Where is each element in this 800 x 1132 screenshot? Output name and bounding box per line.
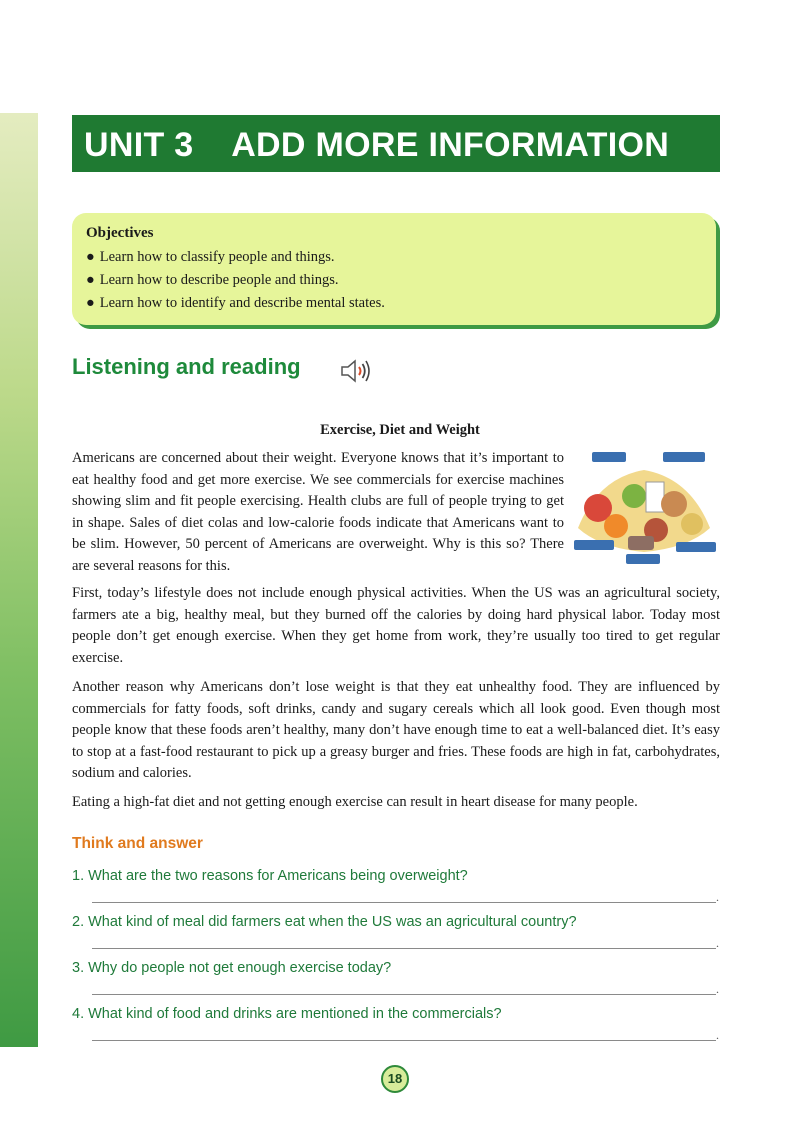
article-paragraph: Americans are concerned about their weight. Everyone knows that it’s important to eat healthy food and get more exercise. We see commercials for exercise machines showing slim and fit people exercising. Health clubs are full of people trying to get in shape. Sales of diet colas and low-calorie foods indicate that Americans want to be slim. However, 50 percent of Americans are overweight. Why is this so? There are several reasons for this.: [72, 450, 564, 574]
article-paragraph: Another reason why Americans don’t lose weight is that they eat unhealthy food. They are influenced by commercials for fatty foods, soft drinks, candy and sugary cereals which all look good. Even though most people know that these foods aren’t healthy, many don’t have enough time to eat a well-balanced diet. It’s easy to stop at a fast-food restaurant to pick up a greasy burger and fries. These foods are high in fat, carbohydrates, sodium and calories.: [72, 679, 720, 781]
article-title: Exercise, Diet and Weight: [320, 422, 480, 438]
section-heading-listening: Listening and reading: [72, 354, 301, 379]
answer-line-2[interactable]: [92, 948, 716, 949]
objective-item: ● Learn how to identify and describe mental states.: [86, 295, 385, 311]
article-paragraph: Eating a high-fat diet and not getting enough exercise can result in heart disease for many people.: [72, 794, 638, 810]
article-paragraph: First, today’s lifestyle does not include enough physical activities. When the US was an agricultural society, farmers ate a big, healthy meal, but they burned off the calories by doing hard physical labor. Today most people don’t get enough exercise. When they get home from work, they’re usually too tired to get regular exercise.: [72, 585, 720, 666]
answer-line-4[interactable]: [92, 1040, 716, 1041]
page-number: 18: [381, 1065, 409, 1093]
objectives-heading: Objectives: [86, 225, 154, 241]
food-pyramid-image: [568, 448, 720, 566]
objectives-box: [72, 213, 716, 325]
unit-title-banner: UNIT 3 ADD MORE INFORMATION: [72, 115, 720, 172]
question-1: 1. What are the two reasons for Americans being overweight?: [72, 868, 468, 884]
question-2: 2. What kind of meal did farmers eat when the US was an agricultural country?: [72, 914, 577, 930]
objective-item: ● Learn how to describe people and things.: [86, 272, 339, 288]
speaker-icon[interactable]: [339, 358, 373, 384]
objective-item: ● Learn how to classify people and things.: [86, 249, 335, 265]
answer-line-3[interactable]: [92, 994, 716, 995]
question-3: 3. Why do people not get enough exercise today?: [72, 960, 392, 976]
think-and-answer-heading: Think and answer: [72, 835, 203, 852]
question-4: 4. What kind of food and drinks are mentioned in the commercials?: [72, 1006, 502, 1022]
answer-line-1[interactable]: [92, 902, 716, 903]
side-decoration-bar: [0, 113, 38, 1047]
